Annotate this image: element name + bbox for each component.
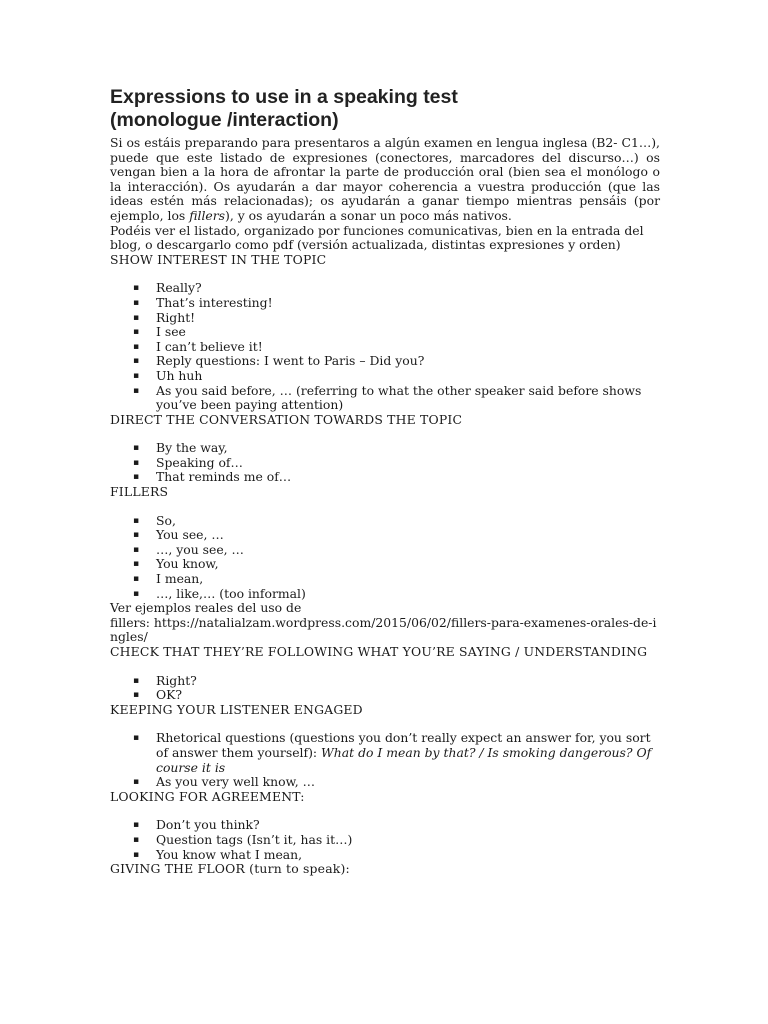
list-item <box>110 354 660 369</box>
bullet-icon: ▪ <box>133 327 140 338</box>
intro-paragraph <box>110 136 660 224</box>
list-item <box>110 848 660 863</box>
bullet-icon: ▪ <box>133 472 140 483</box>
list-item <box>110 833 660 848</box>
list-item <box>110 688 660 703</box>
list-item-text: Question tags (Isn’t it, has it…) <box>156 831 353 847</box>
list-item <box>110 543 660 558</box>
document-content <box>110 86 660 877</box>
list-item-text: Rhetorical questions (questions you don’t really expect an answer for, you sort of answer them yourself): <box>156 730 651 760</box>
list-item-text: You see, … <box>156 527 224 543</box>
section-heading-floor: GIVING THE FLOOR (turn to speak): <box>110 861 350 877</box>
list-item <box>110 528 660 543</box>
list-item-text: Uh huh <box>156 367 203 383</box>
bullet-icon: ▪ <box>133 690 140 701</box>
list-item <box>110 340 660 355</box>
list-engaged <box>110 731 660 789</box>
list-item-text: Right! <box>156 309 196 325</box>
list-item-text: I mean, <box>156 571 204 587</box>
bullet-icon: ▪ <box>133 515 140 526</box>
list-item-text: I see <box>156 324 186 340</box>
list-item-text: …, like,… (too informal) <box>156 585 306 601</box>
section-heading-check: CHECK THAT THEY’RE FOLLOWING WHAT YOU’RE SAYING / UNDERSTANDING <box>110 644 648 659</box>
fillers-examples-line-1: Ver ejemplos reales del uso de <box>110 600 302 616</box>
list-item-text: By the way, <box>156 440 228 456</box>
bullet-icon: ▪ <box>133 675 140 686</box>
bullet-icon: ▪ <box>133 356 140 367</box>
list-check <box>110 674 660 703</box>
bullet-icon: ▪ <box>133 849 140 860</box>
list-interest <box>110 281 660 412</box>
list-item-text: Reply questions: I went to Paris – Did you? <box>156 353 425 369</box>
title-line-1: Expressions to use in a speaking test <box>110 86 458 108</box>
list-item <box>110 281 660 296</box>
list-item <box>110 731 660 775</box>
bullet-icon: ▪ <box>133 834 140 845</box>
list-item <box>110 470 660 485</box>
intro-text-1: Si os estáis preparando para presentaros a algún examen en lengua inglesa (B2- C1…), puede que este listado de expresiones (conectores, marcadores del discurso…) os vengan bien a la hora de afrontar la parte de producción oral (bien sea el monólogo o la interacción). Os ayudarán a dar mayor coherencia a vuestra producción (que las ideas estén más relacionadas); os ayudarán a ganar tiempo mientras pensáis (por ejemplo, los <box>110 135 660 223</box>
list-item-text: That reminds me of… <box>156 469 292 485</box>
bullet-icon: ▪ <box>133 588 140 599</box>
list-item <box>110 296 660 311</box>
list-item-text: …, you see, … <box>156 541 244 557</box>
list-item <box>110 587 660 602</box>
list-item-text: Right? <box>156 672 197 688</box>
bullet-icon: ▪ <box>133 283 140 294</box>
list-item <box>110 775 660 790</box>
list-item <box>110 456 660 471</box>
section-heading-agreement: LOOKING FOR AGREEMENT: <box>110 788 305 804</box>
list-item <box>110 369 660 384</box>
list-item <box>110 818 660 833</box>
list-item-text: You know what I mean, <box>156 846 303 862</box>
bullet-icon: ▪ <box>133 385 140 396</box>
bullet-icon: ▪ <box>133 574 140 585</box>
document-title <box>110 86 660 132</box>
list-item <box>110 557 660 572</box>
list-item <box>110 384 660 413</box>
list-item-text: You know, <box>156 556 219 572</box>
list-item <box>110 311 660 326</box>
list-item-text: As you said before, … (referring to what the other speaker said before shows you’ve been paying attention) <box>156 382 642 413</box>
list-item-text: As you very well know, … <box>156 774 315 790</box>
intro-fillers-word: fillers <box>189 207 226 223</box>
title-line-2: (monologue /interaction) <box>110 109 339 131</box>
bullet-icon: ▪ <box>133 370 140 381</box>
list-agreement <box>110 818 660 862</box>
list-item-text: Really? <box>156 280 202 296</box>
section-heading-interest: SHOW INTEREST IN THE TOPIC <box>110 251 327 267</box>
bullet-icon: ▪ <box>133 544 140 555</box>
section-heading-direct: DIRECT THE CONVERSATION TOWARDS THE TOPIC <box>110 411 463 427</box>
bullet-icon: ▪ <box>133 777 140 788</box>
bullet-icon: ▪ <box>133 733 140 744</box>
fillers-examples-link[interactable]: fillers: https://natalialzam.wordpress.com/2015/06/02/fillers-para-examenes-orales-de-ingles/ <box>110 614 657 645</box>
bullet-icon: ▪ <box>133 443 140 454</box>
bullet-icon: ▪ <box>133 297 140 308</box>
list-item <box>110 572 660 587</box>
list-item-italic-text: What do I mean by that? / Is smoking dangerous? Of course it is <box>156 744 652 775</box>
list-item-text: So, <box>156 512 176 528</box>
bullet-icon: ▪ <box>133 820 140 831</box>
list-item <box>110 441 660 456</box>
bullet-icon: ▪ <box>133 341 140 352</box>
bullet-icon: ▪ <box>133 559 140 570</box>
intro-second-paragraph: Podéis ver el listado, organizado por funciones comunicativas, bien en la entrada del blog, o descargarlo como pdf (versión actualizada, distintas expresiones y orden) <box>110 222 644 253</box>
bullet-icon: ▪ <box>133 457 140 468</box>
list-item <box>110 514 660 529</box>
list-item <box>110 325 660 340</box>
bullet-icon: ▪ <box>133 530 140 541</box>
list-fillers <box>110 514 660 602</box>
list-direct <box>110 441 660 485</box>
list-item-text: That’s interesting! <box>156 294 273 310</box>
list-item-text: Speaking of… <box>156 454 243 470</box>
bullet-icon: ▪ <box>133 312 140 323</box>
list-item <box>110 674 660 689</box>
intro-text-2: ), y os ayudarán a sonar un poco más nativos. <box>225 207 512 223</box>
list-item-text: I can’t believe it! <box>156 338 263 354</box>
list-item-text: Don’t you think? <box>156 817 260 833</box>
section-heading-fillers: FILLERS <box>110 484 169 500</box>
section-heading-engaged: KEEPING YOUR LISTENER ENGAGED <box>110 701 363 717</box>
list-item-text: OK? <box>156 687 183 703</box>
